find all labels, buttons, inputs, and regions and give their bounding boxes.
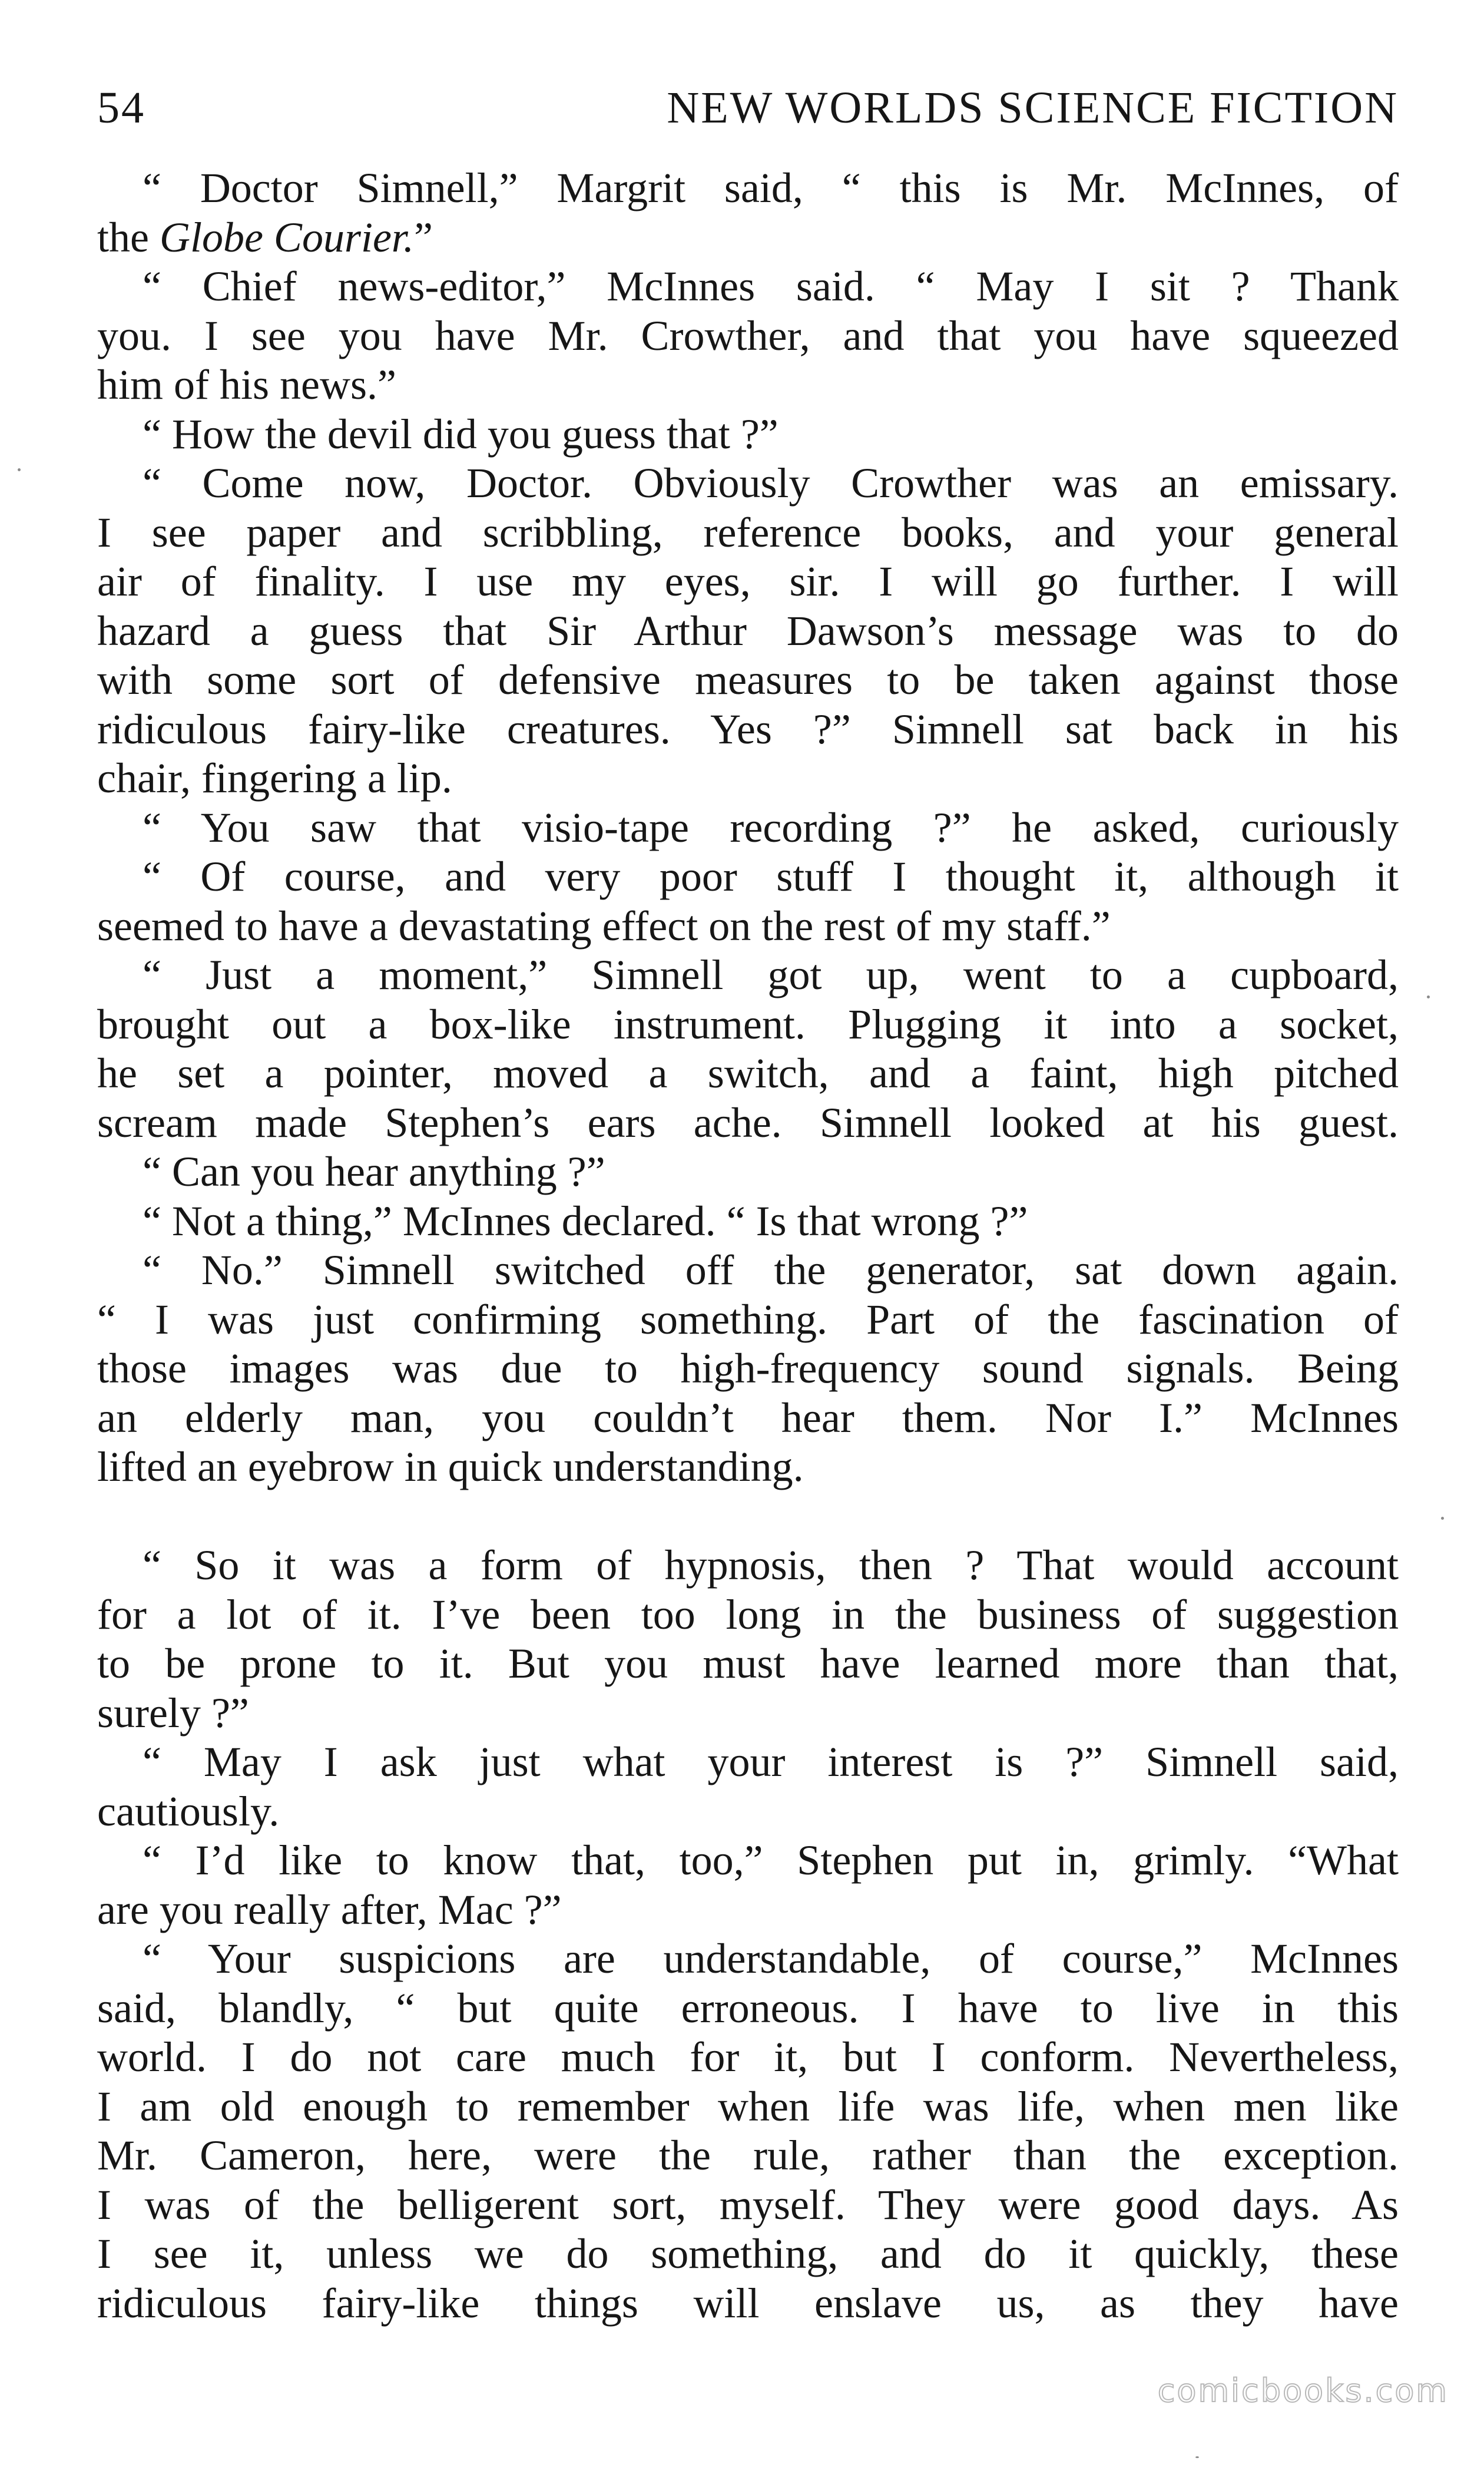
text-line: for a lot of it. I’ve been too long in the business of suggestion [97, 1590, 1399, 1638]
body-text [97, 164, 1399, 2328]
text-line: chair, fingering a lip. [97, 755, 452, 802]
text-line: air of finality. I use my eyes, sir. I will go further. I will [97, 558, 1399, 605]
text-line: surely ?” [97, 1689, 249, 1737]
text-line: him of his news.” [97, 361, 396, 408]
text-line: the Globe Courier.” [97, 213, 433, 261]
text-line: “ Your suspicions are understandable, of course,” McInnes [143, 1935, 1399, 1982]
text-line: “ I’d like to know that, too,” Stephen put in, grimly. “What [143, 1837, 1399, 1884]
text-line: “ Chief news-editor,” McInnes said. “ May I sit ? Thank [143, 263, 1399, 310]
text-line: I see paper and scribbling, reference books, and your general [97, 508, 1399, 556]
text-line: to be prone to it. But you must have learned more than that, [97, 1640, 1399, 1687]
ink-speck [1441, 1517, 1444, 1520]
text-line: “ Just a moment,” Simnell got up, went to a cupboard, [143, 951, 1399, 998]
text-line: an elderly man, you couldn’t hear them. Nor I.” McInnes [97, 1394, 1399, 1441]
text-line: with some sort of defensive measures to be taken against those [97, 656, 1399, 703]
text-line: “ No.” Simnell switched off the generator, sat down again. [143, 1246, 1399, 1294]
text-line: lifted an eyebrow in quick understanding. [97, 1443, 804, 1490]
text-line: “ Can you hear anything ?” [143, 1148, 605, 1195]
text-line: I was of the belligerent sort, myself. They were good days. As [97, 2181, 1399, 2228]
text-line: “ You saw that visio-tape recording ?” he asked, curiously [143, 803, 1399, 851]
text-line: I see it, unless we do something, and do it quickly, these [97, 2230, 1399, 2277]
text-line: “ Of course, and very poor stuff I thought it, although it [143, 853, 1399, 900]
running-title: NEW WORLDS SCIENCE FICTION [667, 83, 1399, 133]
text-line: seemed to have a devastating effect on the rest of my staff.” [97, 902, 1111, 950]
ink-speck [18, 468, 21, 471]
newspaper-name: Globe Courier. [159, 213, 414, 261]
text-line: ridiculous fairy-like things will enslave us, as they have [97, 2279, 1399, 2327]
text-line: are you really after, Mac ?” [97, 1886, 562, 1933]
text-line: “ Come now, Doctor. Obviously Crowther was an emissary. [143, 459, 1399, 507]
text-line: said, blandly, “ but quite erroneous. I have to live in this [97, 1984, 1399, 2032]
watermark: comicbooks.com [1157, 2372, 1449, 2409]
text-line: “ Doctor Simnell,” Margrit said, “ this is Mr. McInnes, of [143, 164, 1399, 211]
text-line: scream made Stephen’s ears ache. Simnell looked at his guest. [97, 1099, 1399, 1146]
text-line: you. I see you have Mr. Crowther, and that you have squeezed [97, 312, 1399, 359]
text-line: brought out a box-like instrument. Plugging it into a socket, [97, 1000, 1399, 1048]
text-line: “ May I ask just what your interest is ?” Simnell said, [143, 1738, 1399, 1785]
text-line: world. I do not care much for it, but I conform. Nevertheless, [97, 2033, 1399, 2081]
text-line: cautiously. [97, 1787, 280, 1835]
text-line: ridiculous fairy-like creatures. Yes ?” Simnell sat back in his [97, 705, 1399, 753]
ink-speck [1195, 2456, 1199, 2458]
ink-speck [1427, 995, 1430, 998]
text-line: “ So it was a form of hypnosis, then ? That would account [143, 1542, 1399, 1589]
text-line: Mr. Cameron, here, were the rule, rather than the exception. [97, 2132, 1399, 2179]
text-line: “ Not a thing,” McInnes declared. “ Is that wrong ?” [143, 1197, 1028, 1245]
page-number: 54 [97, 83, 145, 133]
text-line: he set a pointer, moved a switch, and a faint, high pitched [97, 1050, 1399, 1097]
text-line: I am old enough to remember when life was life, when men like [97, 2082, 1399, 2130]
text-line: “ How the devil did you guess that ?” [143, 410, 779, 458]
page-header [97, 78, 1399, 137]
text-line: “ I was just confirming something. Part of the fascination of [97, 1295, 1399, 1343]
paragraph-gap [97, 1492, 1399, 1542]
text-line: those images was due to high-frequency sound signals. Being [97, 1345, 1399, 1392]
text-line: hazard a guess that Sir Arthur Dawson’s message was to do [97, 607, 1399, 654]
